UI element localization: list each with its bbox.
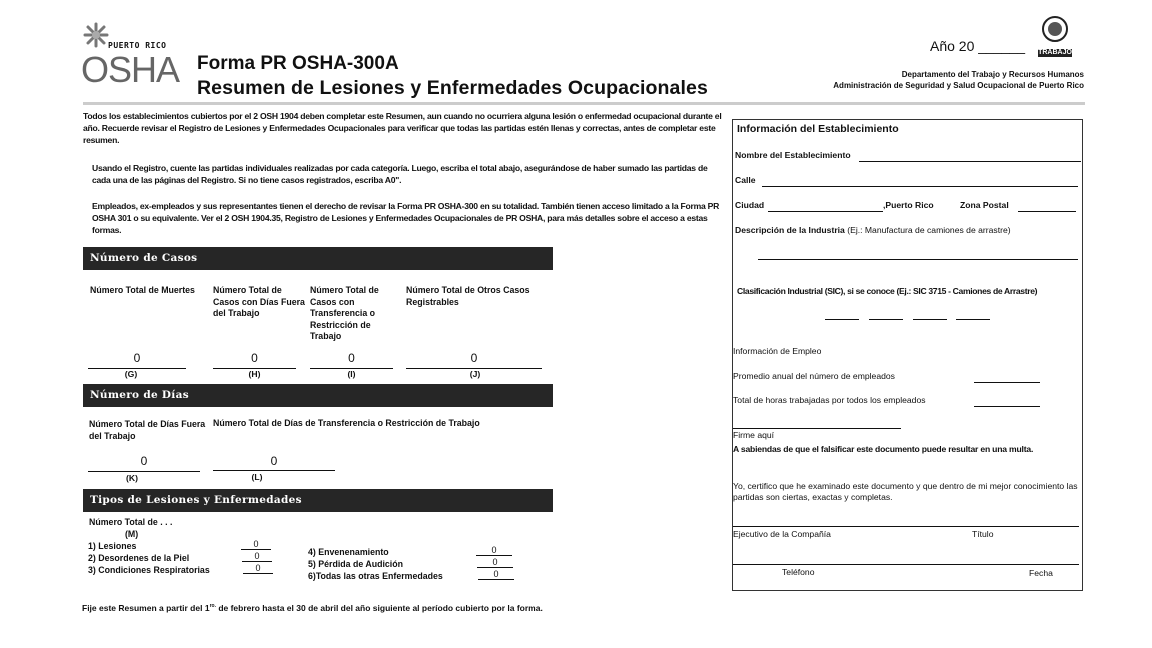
date-label: Fecha — [1029, 568, 1053, 578]
transfer-cases-value[interactable]: 0 — [348, 351, 355, 365]
deaths-value[interactable]: 0 — [133, 351, 141, 365]
phone-label: Teléfono — [782, 567, 815, 577]
sic-digit-2[interactable] — [869, 319, 903, 320]
title-label: Título — [972, 529, 994, 539]
intro-paragraph-1: Todos los establecimientos cubiertos por el 2 OSH 1904 deben completar este Resumen, aun cuando no ocurriera alguna lesión o enfermedad ocupacional durante el año. Recuerde revisar el Registro de Lesiones y Enfermedades Ocupacionales para verificar que todas las partidas estén llenas y correctas, antes de completar este resumen. — [83, 111, 722, 145]
osha-logo — [83, 22, 183, 90]
code-h: (H) — [248, 369, 261, 379]
header-divider — [83, 102, 1085, 105]
seal-text: TRABAJO — [1038, 49, 1072, 56]
skin-disorders-label: 2) Desordenes de la Piel — [88, 553, 190, 563]
code-j: (J) — [469, 369, 481, 379]
employment-heading: Información de Empleo — [733, 346, 822, 356]
department-line: Departamento del Trabajo y Recursos Humanos — [901, 70, 1084, 79]
form-subtitle: Resumen de Lesiones y Enfermedades Ocupacionales — [197, 77, 708, 99]
hearing-loss-label: 5) Pérdida de Audición — [308, 559, 403, 569]
establishment-info-box — [732, 119, 1083, 591]
sic-digit-3[interactable] — [913, 319, 947, 320]
days-section-header: Número de Días — [83, 384, 553, 407]
posting-note — [82, 601, 543, 614]
certification-statement: Yo, certifico que he examinado este documento y que dentro de mi mejor conocimiento las partidas son ciertas, exactas y completas. — [733, 481, 1078, 502]
sic-label: Clasificación Industrial (SIC), si se conoce (Ej.: SIC 3715 - Camiones de Arrastre) — [737, 286, 1038, 296]
star-logo-icon — [83, 22, 109, 48]
code-m: (M) — [125, 529, 139, 539]
industry-label-text: Descripción de la Industria — [735, 225, 845, 235]
avg-employees-field[interactable] — [974, 382, 1040, 383]
falsification-warning: A sabiendas de que el falsificar este documento puede resultar en una multa. — [733, 444, 1034, 454]
administration-line: Administración de Seguridad y Salud Ocupacional de Puerto Rico — [833, 81, 1084, 90]
city-label: Ciudad — [735, 200, 765, 210]
intro-paragraph-2: Usando el Registro, cuente las partidas individuales realizadas por cada categoría. Luego, escriba el total abajo, asegurándose de haber sumado las partidas de cada una de las páginas del Registro. Si no tiene casos registrados, escriba A0". — [92, 163, 708, 185]
code-k: (K) — [126, 473, 138, 483]
respiratory-value[interactable]: 0 — [243, 563, 273, 574]
posting-note-sup: ro. — [209, 603, 216, 609]
industry-field[interactable] — [758, 259, 1078, 260]
phone-date-line[interactable] — [733, 564, 1079, 565]
zip-field[interactable] — [1018, 211, 1076, 212]
injuries-value[interactable]: 0 — [241, 539, 271, 550]
days-away-cases-label: Número Total de Casos con Días Fuera del Trabajo — [213, 285, 305, 318]
establishment-heading: Información del Establecimiento — [737, 123, 899, 135]
sign-here-label: Firme aquí — [733, 430, 775, 440]
street-field[interactable] — [762, 186, 1078, 187]
total-hours-field[interactable] — [974, 406, 1040, 407]
form-title: Forma PR OSHA-300A — [197, 53, 399, 74]
deaths-label: Número Total de Muertes — [90, 285, 195, 295]
respiratory-label: 3) Condiciones Respiratorias — [88, 565, 210, 575]
city-field[interactable] — [768, 211, 883, 212]
code-l: (L) — [251, 472, 263, 482]
types-section-header: Tipos de Lesiones y Enfermedades — [83, 489, 553, 512]
transfer-days-label: Número Total de Días de Transferencia o Restricción de Trabajo — [213, 418, 480, 428]
trabajo-seal — [1038, 16, 1072, 56]
logo-small-text: PUERTO RICO — [108, 41, 167, 50]
poisoning-value[interactable]: 0 — [476, 545, 512, 556]
poisoning-label: 4) Envenenamiento — [308, 547, 389, 557]
total-hours-label: Total de horas trabajadas por todos los empleados — [733, 395, 926, 405]
transfer-days-value[interactable]: 0 — [270, 454, 278, 468]
seal-icon — [1038, 16, 1072, 44]
transfer-days-line — [213, 470, 335, 471]
other-cases-label: Número Total de Otros Casos Registrables — [406, 285, 530, 307]
cases-section-header: Número de Casos — [83, 247, 553, 270]
skin-disorders-value[interactable]: 0 — [242, 551, 272, 562]
establishment-name-label: Nombre del Establecimiento — [735, 150, 851, 160]
days-away-value[interactable]: 0 — [140, 454, 148, 468]
types-intro: Número Total de . . . — [89, 517, 173, 527]
days-away-cases-value[interactable]: 0 — [251, 351, 258, 365]
intro-paragraph-3: Empleados, ex-empleados y sus representantes tienen el derecho de revisar la Forma PR OSHA-300 en su totalidad. También tienen acceso limitado a la Forma PR OSHA 301 o su equivalente. Ver el 2 OSH 1904.35, Registro de Lesiones y Enfermedades Ocupacionales de PR OSHA, para más detalles sobre el acceso a estas formas. — [92, 201, 720, 235]
transfer-cases-label: Número Total de Casos con Transferencia o Restricción de Trabajo — [310, 285, 379, 341]
other-illnesses-label: 6)Todas las otras Enfermedades — [308, 571, 443, 581]
executive-label: Ejecutivo de la Compañía — [733, 529, 831, 539]
industry-example: (Ej.: Manufactura de camiones de arrastre) — [844, 225, 1011, 235]
code-g: (G) — [124, 369, 138, 379]
industry-label — [735, 225, 1011, 236]
executive-line[interactable] — [733, 526, 1079, 527]
zip-label: Zona Postal — [960, 200, 1009, 210]
other-cases-value[interactable]: 0 — [470, 351, 478, 365]
days-away-line — [88, 471, 200, 472]
signature-line[interactable] — [733, 428, 901, 429]
logo-big-text: OSHA — [81, 49, 180, 90]
hearing-loss-value[interactable]: 0 — [477, 557, 513, 568]
injuries-label: 1) Lesiones — [88, 541, 137, 551]
other-illnesses-value[interactable]: 0 — [478, 569, 514, 580]
state-label: ,Puerto Rico — [883, 200, 934, 210]
days-away-label: Número Total de Días Fuera del Trabajo — [89, 419, 206, 441]
posting-note-start: Fije este Resumen a partir del 1 — [82, 602, 210, 613]
sic-digit-4[interactable] — [956, 319, 990, 320]
street-label: Calle — [735, 175, 756, 185]
posting-note-end: de febrero hasta el 30 de abril del año siguiente al período cubierto por la forma. — [215, 602, 543, 613]
sic-digit-1[interactable] — [825, 319, 859, 320]
code-i: (I) — [347, 369, 356, 379]
year-field[interactable]: Año 20 ______ — [930, 38, 1025, 54]
avg-employees-label: Promedio anual del número de empleados — [733, 371, 895, 381]
establishment-name-field[interactable] — [859, 161, 1081, 162]
